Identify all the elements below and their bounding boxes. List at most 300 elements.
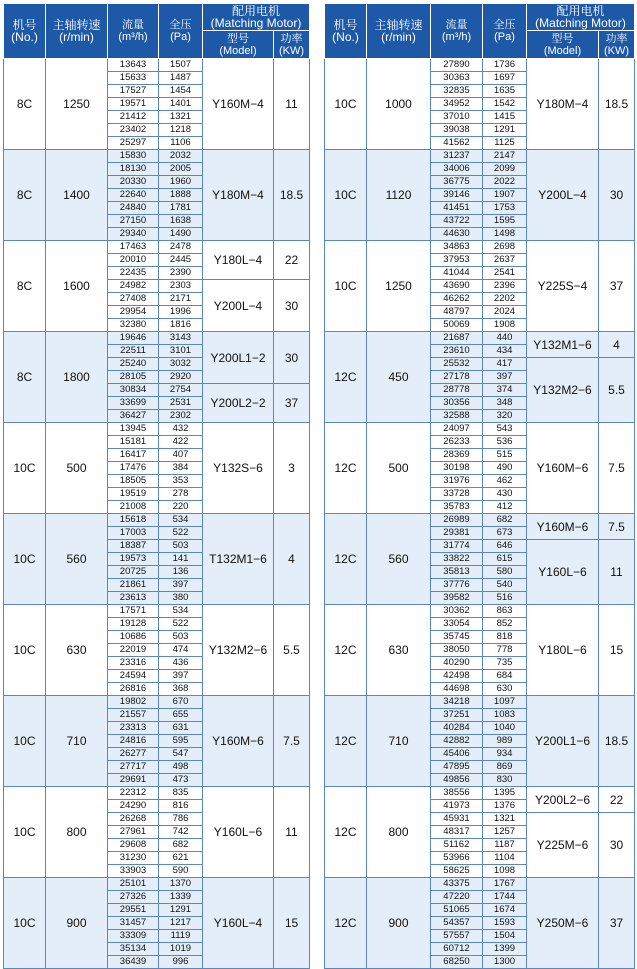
spindle-speed: 1800 — [46, 332, 108, 423]
pressure-value: 1399 — [483, 943, 527, 956]
flow-value: 13945 — [108, 423, 159, 436]
flow-value: 29691 — [108, 774, 159, 787]
table-row — [4, 696, 310, 709]
pressure-value: 2754 — [159, 384, 203, 397]
flow-value: 26816 — [108, 683, 159, 696]
motor-model: Y160M−6 — [527, 514, 599, 540]
pressure-value: 595 — [159, 735, 203, 748]
pressure-value: 368 — [159, 683, 203, 696]
flow-value: 16417 — [108, 449, 159, 462]
motor-power: 30 — [599, 150, 635, 241]
flow-value: 23610 — [431, 345, 483, 358]
pressure-value: 1697 — [483, 72, 527, 85]
pressure-value: 1736 — [483, 59, 527, 72]
table-row — [325, 59, 635, 72]
fan-number: 12C — [325, 332, 367, 423]
flow-value: 20010 — [108, 254, 159, 267]
flow-value: 24816 — [108, 735, 159, 748]
flow-value: 25297 — [108, 137, 159, 150]
pressure-value: 1125 — [483, 137, 527, 150]
flow-value: 39038 — [431, 124, 483, 137]
spindle-speed: 500 — [46, 423, 108, 514]
pressure-value: 417 — [483, 358, 527, 371]
flow-value: 33903 — [108, 865, 159, 878]
pressure-value: 863 — [483, 605, 527, 618]
header-speed: 主轴转速 (r/min) — [46, 4, 108, 59]
right-spec-table — [324, 3, 635, 969]
flow-value: 32588 — [431, 410, 483, 423]
pressure-value: 1593 — [483, 917, 527, 930]
motor-model: Y132M1−6 — [527, 332, 599, 358]
pressure-value: 522 — [159, 618, 203, 631]
header-no: 机号 (No.) — [325, 4, 367, 59]
flow-value: 27150 — [108, 215, 159, 228]
table-row — [325, 332, 635, 345]
table-row — [4, 787, 310, 800]
spindle-speed: 560 — [367, 514, 431, 605]
flow-value: 35813 — [431, 566, 483, 579]
flow-value: 29381 — [431, 527, 483, 540]
motor-power: 30 — [274, 280, 310, 332]
spindle-speed: 800 — [367, 787, 431, 878]
fan-group — [325, 423, 635, 514]
flow-value: 42882 — [431, 735, 483, 748]
pressure-value: 1816 — [159, 319, 203, 332]
spindle-speed: 630 — [367, 605, 431, 696]
fan-group — [4, 332, 310, 423]
fan-group — [325, 787, 635, 878]
table-row — [4, 59, 310, 72]
fan-group — [325, 878, 635, 969]
pressure-value: 1415 — [483, 111, 527, 124]
flow-value: 27178 — [431, 371, 483, 384]
table-row — [325, 423, 635, 436]
fan-number: 10C — [4, 423, 46, 514]
pressure-value: 2445 — [159, 254, 203, 267]
flow-value: 42498 — [431, 670, 483, 683]
pressure-value: 2396 — [483, 280, 527, 293]
flow-value: 19128 — [108, 618, 159, 631]
flow-value: 54357 — [431, 917, 483, 930]
flow-value: 15633 — [108, 72, 159, 85]
pressure-value: 515 — [483, 449, 527, 462]
pressure-value: 1767 — [483, 878, 527, 891]
pressure-value: 3101 — [159, 345, 203, 358]
motor-power: 11 — [274, 59, 310, 150]
motor-model: Y250M−6 — [527, 878, 599, 969]
flow-value: 48797 — [431, 306, 483, 319]
flow-value: 33699 — [108, 397, 159, 410]
pressure-value: 3143 — [159, 332, 203, 345]
flow-value: 17571 — [108, 605, 159, 618]
pressure-value: 830 — [483, 774, 527, 787]
flow-value: 51065 — [431, 904, 483, 917]
pressure-value: 397 — [159, 670, 203, 683]
motor-model: Y225M−6 — [527, 813, 599, 878]
table-row — [325, 241, 635, 254]
fan-number: 10C — [4, 514, 46, 605]
flow-value: 24982 — [108, 280, 159, 293]
flow-value: 19571 — [108, 98, 159, 111]
fan-number: 8C — [4, 332, 46, 423]
motor-power: 37 — [274, 384, 310, 423]
pressure-value: 547 — [159, 748, 203, 761]
pressure-value: 440 — [483, 332, 527, 345]
flow-value: 40284 — [431, 722, 483, 735]
flow-value: 37953 — [431, 254, 483, 267]
motor-model: Y160L−6 — [203, 787, 274, 878]
pressure-value: 1019 — [159, 943, 203, 956]
motor-model: Y132M2−6 — [203, 605, 274, 696]
pressure-value: 1507 — [159, 59, 203, 72]
pressure-value: 1218 — [159, 124, 203, 137]
pressure-value: 989 — [483, 735, 527, 748]
pressure-value: 2920 — [159, 371, 203, 384]
pressure-value: 2202 — [483, 293, 527, 306]
pressure-value: 682 — [483, 514, 527, 527]
motor-power: 5.5 — [599, 358, 635, 423]
flow-value: 25101 — [108, 878, 159, 891]
pressure-value: 655 — [159, 709, 203, 722]
flow-value: 32835 — [431, 85, 483, 98]
pressure-value: 534 — [159, 514, 203, 527]
flow-value: 21861 — [108, 579, 159, 592]
motor-model: Y132M2−6 — [527, 358, 599, 423]
flow-value: 22312 — [108, 787, 159, 800]
flow-value: 53966 — [431, 852, 483, 865]
pressure-value: 353 — [159, 475, 203, 488]
pressure-value: 490 — [483, 462, 527, 475]
flow-value: 15181 — [108, 436, 159, 449]
pressure-value: 1542 — [483, 98, 527, 111]
header-model: 型号 (Model) — [527, 31, 599, 59]
flow-value: 36427 — [108, 410, 159, 423]
flow-value: 33054 — [431, 618, 483, 631]
spindle-speed: 1400 — [46, 150, 108, 241]
flow-value: 27890 — [431, 59, 483, 72]
fan-group — [325, 241, 635, 332]
pressure-value: 2637 — [483, 254, 527, 267]
motor-model: Y225S−4 — [527, 241, 599, 332]
pressure-value: 2303 — [159, 280, 203, 293]
pressure-value: 1339 — [159, 891, 203, 904]
flow-value: 30356 — [431, 397, 483, 410]
flow-value: 38050 — [431, 644, 483, 657]
flow-value: 15830 — [108, 150, 159, 163]
fan-group — [325, 605, 635, 696]
table-row — [4, 514, 310, 527]
flow-value: 41562 — [431, 137, 483, 150]
pressure-value: 320 — [483, 410, 527, 423]
pressure-value: 778 — [483, 644, 527, 657]
fan-group — [325, 59, 635, 150]
flow-value: 36439 — [108, 956, 159, 969]
flow-value: 15618 — [108, 514, 159, 527]
flow-value: 24594 — [108, 670, 159, 683]
pressure-value: 432 — [159, 423, 203, 436]
motor-power: 7.5 — [274, 696, 310, 787]
spindle-speed: 800 — [46, 787, 108, 878]
header-motor: 配用电机 (Matching Motor) — [203, 4, 310, 31]
motor-power: 11 — [599, 540, 635, 605]
pressure-value: 397 — [159, 579, 203, 592]
flow-value: 24290 — [108, 800, 159, 813]
motor-power: 30 — [599, 813, 635, 878]
pressure-value: 1321 — [483, 813, 527, 826]
pressure-value: 1888 — [159, 189, 203, 202]
pressure-value: 1638 — [159, 215, 203, 228]
spindle-speed: 500 — [367, 423, 431, 514]
fan-group — [4, 787, 310, 878]
flow-value: 10686 — [108, 631, 159, 644]
fan-number: 12C — [325, 878, 367, 969]
flow-value: 41044 — [431, 267, 483, 280]
pressure-value: 278 — [159, 488, 203, 501]
flow-value: 37776 — [431, 579, 483, 592]
flow-value: 68250 — [431, 956, 483, 969]
flow-value: 13643 — [108, 59, 159, 72]
pressure-value: 536 — [483, 436, 527, 449]
header-pressure: 全压 (Pa) — [159, 4, 203, 59]
pressure-value: 1753 — [483, 202, 527, 215]
pressure-value: 1490 — [159, 228, 203, 241]
spindle-speed: 900 — [46, 878, 108, 969]
flow-value: 31457 — [108, 917, 159, 930]
pressure-value: 1595 — [483, 215, 527, 228]
table-row — [4, 241, 310, 254]
motor-power: 18.5 — [599, 696, 635, 787]
header-model: 型号 (Model) — [203, 31, 274, 59]
pressure-value: 1395 — [483, 787, 527, 800]
motor-model: Y160L−4 — [203, 878, 274, 969]
pressure-value: 2531 — [159, 397, 203, 410]
flow-value: 18505 — [108, 475, 159, 488]
flow-value: 19646 — [108, 332, 159, 345]
fan-number: 8C — [4, 59, 46, 150]
spindle-speed: 1600 — [46, 241, 108, 332]
flow-value: 35745 — [431, 631, 483, 644]
pressure-value: 1217 — [159, 917, 203, 930]
flow-value: 47220 — [431, 891, 483, 904]
pressure-value: 2390 — [159, 267, 203, 280]
flow-value: 50069 — [431, 319, 483, 332]
pressure-value: 1370 — [159, 878, 203, 891]
pressure-value: 1300 — [483, 956, 527, 969]
table-header — [4, 4, 310, 59]
pressure-value: 2099 — [483, 163, 527, 176]
flow-value: 43722 — [431, 215, 483, 228]
header-flow: 流量 (m³/h) — [431, 4, 483, 59]
flow-value: 38556 — [431, 787, 483, 800]
spindle-speed: 630 — [46, 605, 108, 696]
fan-group — [325, 332, 635, 423]
flow-value: 46262 — [431, 293, 483, 306]
motor-model: Y200L1−2 — [203, 332, 274, 384]
fan-number: 12C — [325, 423, 367, 514]
spindle-speed: 1250 — [367, 241, 431, 332]
flow-value: 23402 — [108, 124, 159, 137]
spindle-speed: 560 — [46, 514, 108, 605]
flow-value: 49856 — [431, 774, 483, 787]
flow-value: 34863 — [431, 241, 483, 254]
motor-power: 18.5 — [274, 150, 310, 241]
flow-value: 35134 — [108, 943, 159, 956]
motor-power: 22 — [599, 787, 635, 813]
motor-model: Y160M−6 — [527, 423, 599, 514]
fan-number: 10C — [4, 878, 46, 969]
fan-number: 10C — [325, 241, 367, 332]
pressure-value: 630 — [483, 683, 527, 696]
flow-value: 27961 — [108, 826, 159, 839]
flow-value: 30834 — [108, 384, 159, 397]
fan-number: 12C — [325, 605, 367, 696]
fan-group — [4, 150, 310, 241]
pressure-value: 136 — [159, 566, 203, 579]
flow-value: 22019 — [108, 644, 159, 657]
pressure-value: 1040 — [483, 722, 527, 735]
flow-value: 39146 — [431, 189, 483, 202]
flow-value: 21687 — [431, 332, 483, 345]
fan-number: 10C — [325, 150, 367, 241]
flow-value: 57557 — [431, 930, 483, 943]
pressure-value: 2171 — [159, 293, 203, 306]
fan-group — [4, 696, 310, 787]
flow-value: 17463 — [108, 241, 159, 254]
flow-value: 35783 — [431, 501, 483, 514]
motor-power: 30 — [274, 332, 310, 384]
pressure-value: 1097 — [483, 696, 527, 709]
flow-value: 23613 — [108, 592, 159, 605]
motor-power: 37 — [599, 241, 635, 332]
fan-number: 10C — [4, 787, 46, 878]
flow-value: 17527 — [108, 85, 159, 98]
flow-value: 31237 — [431, 150, 483, 163]
flow-value: 28105 — [108, 371, 159, 384]
pressure-value: 434 — [483, 345, 527, 358]
flow-value: 45931 — [431, 813, 483, 826]
fan-group — [325, 696, 635, 787]
motor-model: Y180M−4 — [203, 150, 274, 241]
spindle-speed: 900 — [367, 878, 431, 969]
fan-group — [4, 605, 310, 696]
flow-value: 26268 — [108, 813, 159, 826]
flow-value: 33309 — [108, 930, 159, 943]
motor-power: 4 — [599, 332, 635, 358]
flow-value: 23316 — [108, 657, 159, 670]
header-power: 功率 (KW) — [599, 31, 635, 59]
pressure-value: 397 — [483, 371, 527, 384]
pressure-value: 580 — [483, 566, 527, 579]
left-spec-table — [3, 3, 310, 969]
motor-model: Y180L−6 — [527, 605, 599, 696]
pressure-value: 407 — [159, 449, 203, 462]
pressure-value: 1104 — [483, 852, 527, 865]
flow-value: 60712 — [431, 943, 483, 956]
pressure-value: 1908 — [483, 319, 527, 332]
flow-value: 31774 — [431, 540, 483, 553]
flow-value: 30363 — [431, 72, 483, 85]
motor-model: Y200L−4 — [527, 150, 599, 241]
flow-value: 33728 — [431, 488, 483, 501]
flow-value: 29551 — [108, 904, 159, 917]
flow-value: 37251 — [431, 709, 483, 722]
flow-value: 41973 — [431, 800, 483, 813]
flow-value: 22511 — [108, 345, 159, 358]
flow-value: 37010 — [431, 111, 483, 124]
pressure-value: 1119 — [159, 930, 203, 943]
pressure-value: 474 — [159, 644, 203, 657]
pressure-value: 852 — [483, 618, 527, 631]
pressure-value: 543 — [483, 423, 527, 436]
flow-value: 40290 — [431, 657, 483, 670]
flow-value: 23313 — [108, 722, 159, 735]
pressure-value: 816 — [159, 800, 203, 813]
pressure-value: 934 — [483, 748, 527, 761]
flow-value: 44698 — [431, 683, 483, 696]
pressure-value: 1674 — [483, 904, 527, 917]
pressure-value: 590 — [159, 865, 203, 878]
pressure-value: 462 — [483, 475, 527, 488]
motor-model: T132M1−6 — [203, 514, 274, 605]
pressure-value: 522 — [159, 527, 203, 540]
spindle-speed: 710 — [367, 696, 431, 787]
table-row — [4, 878, 310, 891]
flow-value: 28778 — [431, 384, 483, 397]
flow-value: 31976 — [431, 475, 483, 488]
table-row — [4, 332, 310, 345]
flow-value: 26277 — [108, 748, 159, 761]
motor-power: 15 — [274, 878, 310, 969]
pressure-value: 631 — [159, 722, 203, 735]
flow-value: 19802 — [108, 696, 159, 709]
flow-value: 58625 — [431, 865, 483, 878]
motor-model: Y160L−6 — [527, 540, 599, 605]
motor-power: 7.5 — [599, 514, 635, 540]
fan-group — [4, 878, 310, 969]
pressure-value: 1781 — [159, 202, 203, 215]
pressure-value: 422 — [159, 436, 203, 449]
table-row — [4, 605, 310, 618]
pressure-value: 682 — [159, 839, 203, 852]
motor-power: 4 — [274, 514, 310, 605]
pressure-value: 1187 — [483, 839, 527, 852]
fan-group — [325, 150, 635, 241]
flow-value: 33822 — [431, 553, 483, 566]
pressure-value: 534 — [159, 605, 203, 618]
motor-power: 5.5 — [274, 605, 310, 696]
pressure-value: 2022 — [483, 176, 527, 189]
pressure-value: 430 — [483, 488, 527, 501]
table-row — [325, 696, 635, 709]
pressure-value: 1498 — [483, 228, 527, 241]
pressure-value: 1504 — [483, 930, 527, 943]
fan-group — [4, 514, 310, 605]
fan-number: 12C — [325, 514, 367, 605]
pressure-value: 1083 — [483, 709, 527, 722]
flow-value: 17003 — [108, 527, 159, 540]
fan-number: 8C — [4, 241, 46, 332]
pressure-value: 835 — [159, 787, 203, 800]
flow-value: 30198 — [431, 462, 483, 475]
flow-value: 18130 — [108, 163, 159, 176]
pressure-value: 621 — [159, 852, 203, 865]
fan-number: 10C — [4, 605, 46, 696]
flow-value: 36775 — [431, 176, 483, 189]
pressure-value: 869 — [483, 761, 527, 774]
pressure-value: 498 — [159, 761, 203, 774]
flow-value: 44630 — [431, 228, 483, 241]
header-motor: 配用电机 (Matching Motor) — [527, 4, 635, 31]
